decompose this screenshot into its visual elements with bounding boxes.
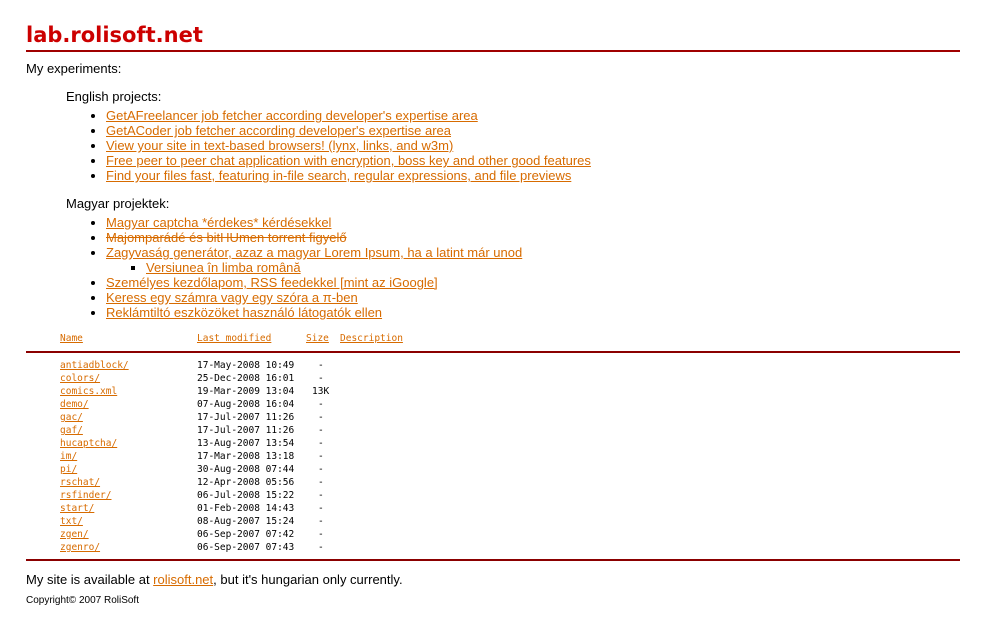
last-modified-cell: 13-Aug-2007 13:54 [197, 438, 295, 449]
table-row [26, 411, 960, 424]
size-cell: - [318, 477, 324, 488]
directory-listing [26, 332, 960, 561]
english-section-title: English projects: [66, 89, 162, 104]
last-modified-cell: 17-Jul-2007 11:26 [197, 412, 295, 423]
homepage-rss-link[interactable]: Személyes kezdőlapom, RSS feedekkel [mint az iGoogle] [106, 275, 438, 290]
captcha-link[interactable]: Magyar captcha *érdekes* kérdésekkel [106, 215, 332, 230]
file-link[interactable]: gac/ [60, 412, 83, 423]
last-modified-cell: 17-Jul-2007 11:26 [197, 425, 295, 436]
sort-name-link[interactable]: Name [60, 333, 83, 344]
lorem-generator-link[interactable]: Zagyvaság generátor, azaz a magyar Lorem Ipsum, ha a latint már unod [106, 245, 523, 260]
size-cell: - [318, 503, 324, 514]
table-row [26, 515, 960, 528]
footer-note [26, 572, 960, 587]
file-link[interactable]: colors/ [60, 373, 101, 384]
table-row [26, 437, 960, 450]
file-link[interactable]: antiadblock/ [60, 360, 129, 371]
table-row [26, 424, 960, 437]
size-cell: - [318, 451, 324, 462]
listing-rows [26, 359, 960, 554]
list-item [106, 138, 960, 153]
list-item [106, 230, 960, 245]
text-browser-link[interactable]: View your site in text-based browsers! (lynx, links, and w3m) [106, 138, 454, 153]
file-finder-link[interactable]: Find your files fast, featuring in-file search, regular expressions, and file previews [106, 168, 572, 183]
last-modified-cell: 08-Aug-2007 15:24 [197, 516, 295, 527]
table-row [26, 450, 960, 463]
size-cell: - [318, 516, 324, 527]
last-modified-cell: 12-Apr-2008 05:56 [197, 477, 295, 488]
file-link[interactable]: rsfinder/ [60, 490, 112, 501]
list-item [106, 305, 960, 320]
listing-bottom-divider [26, 559, 960, 561]
size-cell: - [318, 490, 324, 501]
torrent-watcher-link[interactable]: Majomparádé és bitHUmen torrent figyelő [106, 230, 347, 245]
file-link[interactable]: rschat/ [60, 477, 101, 488]
size-cell: - [318, 425, 324, 436]
last-modified-cell: 30-Aug-2008 07:44 [197, 464, 295, 475]
p2p-chat-link[interactable]: Free peer to peer chat application with encryption, boss key and other good features [106, 153, 591, 168]
list-item [106, 153, 960, 168]
file-link[interactable]: pi/ [60, 464, 78, 475]
size-cell: - [318, 542, 324, 553]
lorem-generator-sublist [106, 260, 960, 275]
list-item [146, 260, 960, 275]
file-link[interactable]: zgen/ [60, 529, 89, 540]
last-modified-cell: 17-Mar-2008 13:18 [197, 451, 295, 462]
table-row [26, 463, 960, 476]
english-section [66, 89, 960, 183]
pi-search-link[interactable]: Keress egy számra vagy egy szóra a π-ben [106, 290, 358, 305]
list-item [106, 108, 960, 123]
hungarian-project-list [66, 215, 960, 320]
size-cell: - [318, 464, 324, 475]
footer-text-before: My site is available at [26, 572, 154, 587]
last-modified-cell: 19-Mar-2009 13:04 [197, 386, 295, 397]
list-item [106, 215, 960, 230]
file-link[interactable]: comics.xml [60, 386, 118, 397]
list-item [106, 123, 960, 138]
hungarian-section [66, 196, 960, 320]
table-row [26, 398, 960, 411]
file-link[interactable]: start/ [60, 503, 95, 514]
list-item [106, 290, 960, 305]
footer-text-after: , but it's hungarian only currently. [213, 572, 403, 587]
table-row [26, 372, 960, 385]
table-row [26, 502, 960, 515]
file-link[interactable]: demo/ [60, 399, 89, 410]
last-modified-cell: 06-Jul-2008 15:22 [197, 490, 295, 501]
getacoder-link[interactable]: GetACoder job fetcher according developer's expertise area [106, 123, 452, 138]
table-row [26, 385, 960, 398]
list-item [106, 168, 960, 183]
size-cell: - [318, 529, 324, 540]
listing-header [26, 332, 960, 345]
copyright: Copyright© 2007 RoliSoft [26, 595, 139, 606]
last-modified-cell: 25-Dec-2008 16:01 [197, 373, 295, 384]
file-link[interactable]: txt/ [60, 516, 83, 527]
antiadblock-link[interactable]: Reklámtiltó eszközöket használó látogatók ellen [106, 305, 383, 320]
last-modified-cell: 17-May-2008 10:49 [197, 360, 295, 371]
last-modified-cell: 06-Sep-2007 07:42 [197, 529, 295, 540]
sort-modified-link[interactable]: Last modified [197, 333, 272, 344]
size-cell: 13K [312, 386, 330, 397]
table-row [26, 476, 960, 489]
getafreelancer-link[interactable]: GetAFreelancer job fetcher according developer's expertise area [106, 108, 478, 123]
file-link[interactable]: im/ [60, 451, 78, 462]
size-cell: - [318, 373, 324, 384]
sort-size-link[interactable]: Size [306, 333, 329, 344]
size-cell: - [318, 360, 324, 371]
last-modified-cell: 01-Feb-2008 14:43 [197, 503, 295, 514]
site-title: lab.rolisoft.net [26, 22, 960, 52]
table-row [26, 489, 960, 502]
table-row [26, 541, 960, 554]
sort-description-link[interactable]: Description [340, 333, 403, 344]
last-modified-cell: 06-Sep-2007 07:43 [197, 542, 295, 553]
size-cell: - [318, 438, 324, 449]
list-item [106, 245, 960, 275]
size-cell: - [318, 399, 324, 410]
hungarian-section-title: Magyar projektek: [66, 196, 170, 211]
listing-top-divider [26, 351, 960, 353]
table-row [26, 359, 960, 372]
file-link[interactable]: zgenro/ [60, 542, 101, 553]
page [26, 22, 960, 607]
list-item [106, 275, 960, 290]
intro-text: My experiments: [26, 61, 122, 76]
english-project-list [66, 108, 960, 183]
file-link[interactable]: gaf/ [60, 425, 83, 436]
file-link[interactable]: hucaptcha/ [60, 438, 118, 449]
table-row [26, 528, 960, 541]
size-cell: - [318, 412, 324, 423]
romanian-version-link[interactable]: Versiunea în limba română [146, 260, 301, 275]
rolisoft-link[interactable]: rolisoft.net [153, 572, 214, 587]
last-modified-cell: 07-Aug-2008 16:04 [197, 399, 295, 410]
